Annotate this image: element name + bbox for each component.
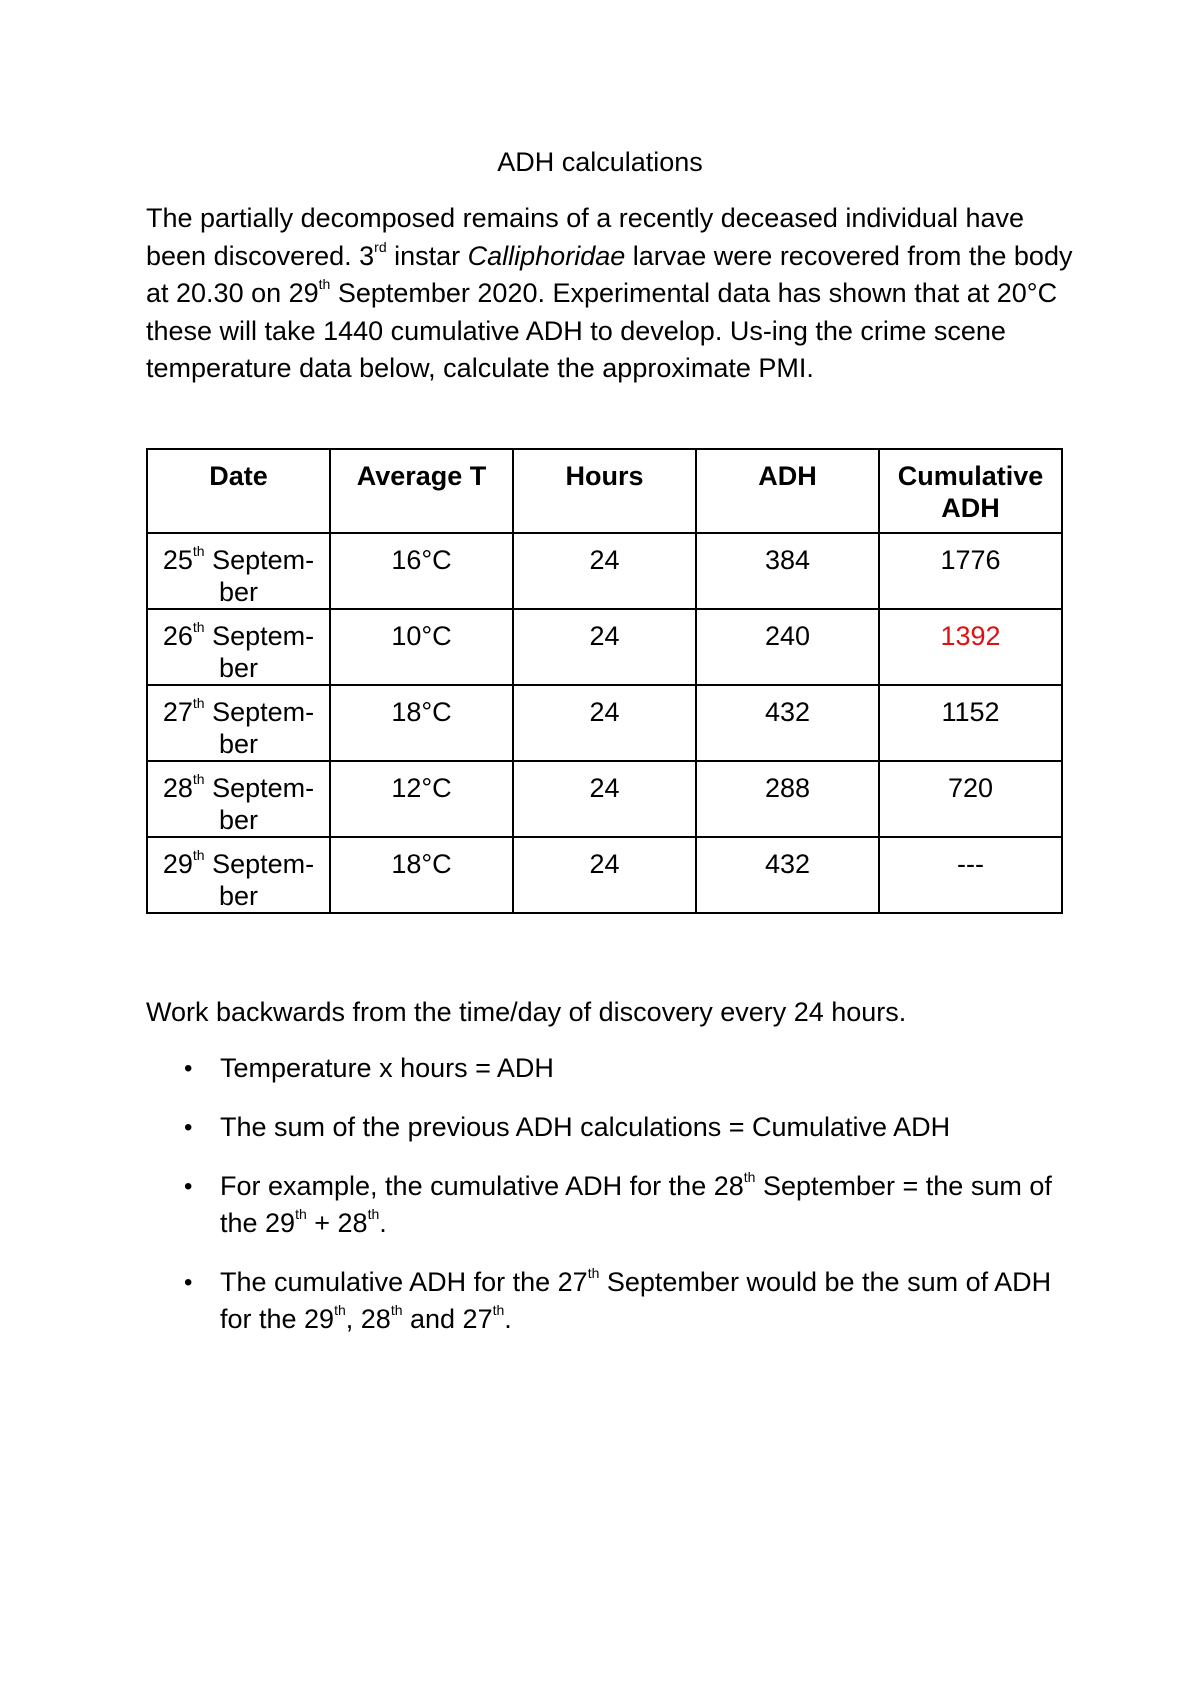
cell-temp: 10°C	[330, 609, 513, 685]
cell-adh: 384	[696, 533, 879, 609]
cell-temp: 18°C	[330, 685, 513, 761]
species-name: Calliphoridae	[467, 240, 626, 271]
intro-sup-2: th	[318, 276, 331, 293]
date-month: Septem-ber	[204, 621, 315, 683]
date-month: Septem-ber	[204, 545, 315, 607]
bullet-text: and 27	[402, 1304, 493, 1334]
list-item	[146, 1264, 1076, 1338]
date-day: 27	[162, 697, 193, 727]
bullet-sup: th	[334, 1302, 346, 1318]
cell-adh: 432	[696, 837, 879, 913]
list-item	[146, 1168, 1076, 1242]
instructions-text: Work backwards from the time/day of discovery every 24 hours.	[146, 997, 907, 1027]
cell-temp: 16°C	[330, 533, 513, 609]
header-date: Date	[147, 449, 330, 533]
cell-cumulative: 720	[879, 761, 1062, 837]
page-title: ADH calculations	[497, 147, 703, 177]
cell-hours: 24	[513, 837, 696, 913]
bullet-text: The cumulative ADH for the 27	[220, 1267, 588, 1297]
bullet-sup: th	[587, 1265, 600, 1281]
table-row	[147, 533, 1062, 609]
cell-cumulative: 1152	[879, 685, 1062, 761]
date-sup: th	[192, 847, 205, 863]
date-sup: th	[192, 619, 205, 635]
cell-hours: 24	[513, 761, 696, 837]
bullet-sup: th	[743, 1169, 756, 1185]
date-month: Septem-ber	[204, 697, 315, 759]
header-cumulative-adh: Cumulative ADH	[879, 449, 1062, 533]
header-adh: ADH	[696, 449, 879, 533]
intro-text-4: September 2020. Experimental data has shown that at 20°C these will take 1440 cumulative ADH to develop. Us-ing the crime scene temperature data below, calculate the approximate PMI.	[146, 278, 1058, 384]
cell-adh: 288	[696, 761, 879, 837]
cell-adh: 240	[696, 609, 879, 685]
intro-text-2: instar	[386, 240, 468, 271]
cell-cumulative: 1776	[879, 533, 1062, 609]
bullet-text: September would be the sum of ADH for the 29	[220, 1267, 1052, 1334]
intro-text-3: larvae were recovered from the body at 20.30 on 29	[146, 240, 1073, 309]
bullet-sup: th	[492, 1302, 505, 1318]
bullet-text: For example, the cumulative ADH for the 28	[220, 1171, 744, 1201]
date-month: Septem-ber	[204, 773, 315, 835]
cell-hours: 24	[513, 609, 696, 685]
bullet-icon: •	[184, 1269, 193, 1296]
cell-date	[147, 685, 330, 761]
cell-adh: 432	[696, 685, 879, 761]
bullet-list	[146, 1050, 1076, 1360]
bullet-text: + 28	[306, 1208, 368, 1238]
cell-date	[147, 533, 330, 609]
bullet-icon: •	[184, 1114, 193, 1141]
list-item	[146, 1050, 1076, 1087]
bullet-text: The sum of the previous ADH calculations = Cumulative ADH	[220, 1112, 951, 1142]
table-row	[147, 685, 1062, 761]
bullet-sup: th	[295, 1206, 307, 1222]
adh-table	[146, 448, 1063, 914]
bullet-text: September = the sum of the 29	[220, 1171, 1052, 1238]
cell-temp: 12°C	[330, 761, 513, 837]
date-month: Septem-ber	[204, 849, 315, 911]
table-row	[147, 761, 1062, 837]
bullet-icon: •	[184, 1173, 193, 1200]
bullet-text: Temperature x hours = ADH	[220, 1053, 554, 1083]
cell-temp: 18°C	[330, 837, 513, 913]
cell-cumulative-highlighted: 1392	[879, 609, 1062, 685]
bullet-sup: th	[367, 1206, 380, 1222]
bullet-sup: th	[390, 1302, 403, 1318]
table-row	[147, 837, 1062, 913]
date-day: 28	[162, 773, 193, 803]
cell-hours: 24	[513, 685, 696, 761]
date-sup: th	[192, 695, 205, 711]
cell-hours: 24	[513, 533, 696, 609]
bullet-text: .	[504, 1304, 512, 1334]
cell-date	[147, 837, 330, 913]
list-item	[146, 1109, 1076, 1146]
bullet-text: , 28	[345, 1304, 391, 1334]
date-day: 29	[162, 849, 193, 879]
bullet-icon: •	[184, 1055, 193, 1082]
bullet-text: .	[379, 1208, 387, 1238]
intro-sup-1: rd	[374, 238, 387, 255]
date-day: 25	[162, 545, 193, 575]
intro-text-1: The partially decomposed remains of a recently deceased individual have been discovered. 3	[146, 203, 1025, 271]
table-header-row	[147, 449, 1062, 533]
cell-cumulative: ---	[879, 837, 1062, 913]
header-average-t: Average T	[330, 449, 513, 533]
cell-date	[147, 761, 330, 837]
intro-paragraph	[146, 200, 1076, 388]
date-day: 26	[162, 621, 193, 651]
header-hours: Hours	[513, 449, 696, 533]
cell-date	[147, 609, 330, 685]
date-sup: th	[192, 543, 205, 559]
date-sup: th	[192, 771, 205, 787]
table-row	[147, 609, 1062, 685]
